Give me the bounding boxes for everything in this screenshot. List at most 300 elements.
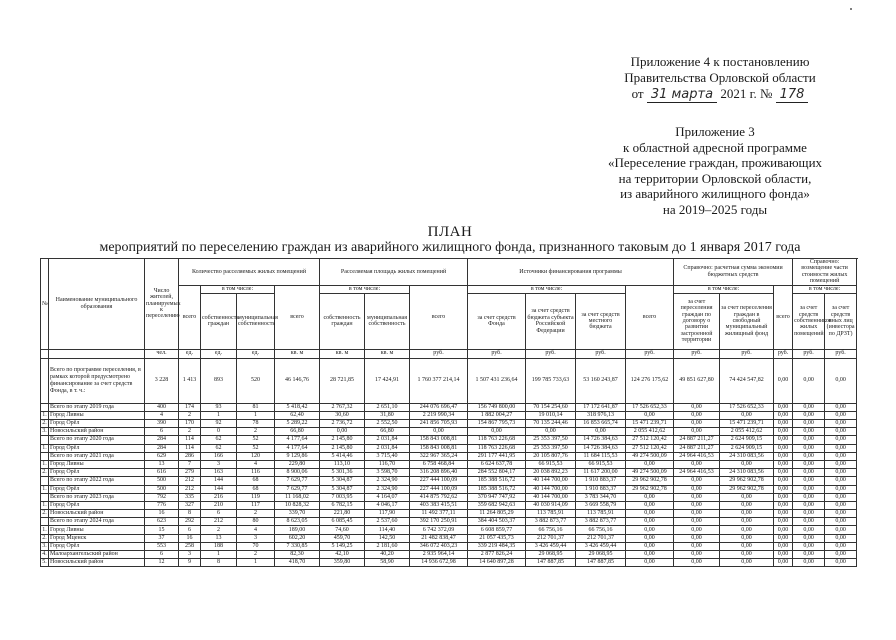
- row-value-cell: 0,00: [674, 403, 720, 411]
- plan-table-body: [41, 349, 857, 567]
- annex-program-line5: из аварийного жилищного фонда»: [620, 186, 810, 201]
- row-value-cell: 291 177 441,95: [468, 452, 526, 460]
- row-value-cell: 0,00: [825, 452, 857, 460]
- row-value-cell: 29 962 902,78: [720, 477, 774, 485]
- row-value-cell: 17 172 641,87: [576, 403, 626, 411]
- row-value-cell: 2: [237, 428, 275, 436]
- row-municipality-name: Новосильский район: [49, 510, 145, 518]
- row-value-cell: 170: [179, 420, 201, 428]
- table-row: [41, 485, 857, 493]
- row-value-cell: 0,00: [774, 518, 793, 526]
- row-value-cell: 117,90: [365, 510, 410, 518]
- row-value-cell: 400: [145, 403, 179, 411]
- row-value-cell: 37: [145, 534, 179, 542]
- row-municipality-name: Всего по этапу 2023 года: [49, 493, 145, 501]
- row-value-cell: 70 135 244,46: [526, 420, 576, 428]
- row-value-cell: 0,00: [674, 551, 720, 559]
- row-value-cell: 158 843 008,81: [410, 444, 468, 452]
- row-value-cell: 0,00: [674, 510, 720, 518]
- row-value-cell: 29 962 902,78: [626, 485, 674, 493]
- row-value-cell: 1 413: [179, 358, 201, 403]
- row-value-cell: 0,00: [774, 469, 793, 477]
- row-value-cell: 216: [201, 493, 237, 501]
- unit-cell: чел.: [145, 349, 179, 358]
- row-value-cell: 0,00: [793, 428, 825, 436]
- row-value-cell: 0,00: [720, 551, 774, 559]
- row-value-cell: 6 085,45: [320, 518, 365, 526]
- row-number: 1.: [42, 411, 47, 418]
- row-value-cell: 0,00: [825, 493, 857, 501]
- row-value-cell: 0,00: [793, 493, 825, 501]
- row-municipality-name: Новосильский район: [49, 428, 145, 436]
- row-value-cell: 1: [201, 551, 237, 559]
- plan-table-wrapper: [40, 258, 856, 567]
- row-value-cell: 0,00: [793, 436, 825, 444]
- row-municipality-name: Город Орёл: [49, 542, 145, 550]
- row-value-cell: 0,00: [793, 411, 825, 419]
- row-value-cell: 1: [201, 411, 237, 419]
- header-econ-incl: в том числе:: [674, 285, 774, 293]
- row-number: [41, 493, 49, 501]
- unit-cell: кв. м: [320, 349, 365, 358]
- row-value-cell: 0,00: [576, 428, 626, 436]
- row-value-cell: 776: [145, 501, 179, 509]
- row-value-cell: 0,00: [774, 452, 793, 460]
- row-value-cell: 8 623,05: [275, 518, 320, 526]
- annex-program-line1: Приложение 3: [675, 124, 755, 139]
- row-value-cell: 339,70: [275, 510, 320, 518]
- row-value-cell: 70: [237, 542, 275, 550]
- row-value-cell: 893: [201, 358, 237, 403]
- annex-program-line2: к областной адресной программе: [623, 139, 807, 155]
- annex-resolution-line1: Приложение 4 к постановлению: [630, 54, 810, 69]
- row-value-cell: 116: [237, 469, 275, 477]
- header-comp-owners: за счет средств собственников жилых помещений: [793, 293, 825, 349]
- row-value-cell: 0,00: [674, 501, 720, 509]
- date-prefix: от: [631, 86, 644, 101]
- row-value-cell: 62,40: [275, 411, 320, 419]
- row-value-cell: 117: [237, 501, 275, 509]
- row-value-cell: 66 756,16: [526, 526, 576, 534]
- date-suffix: 2021 г. №: [720, 86, 773, 101]
- row-value-cell: 0,00: [774, 436, 793, 444]
- row-value-cell: 199 785 733,63: [526, 358, 576, 403]
- row-value-cell: 0,00: [410, 428, 468, 436]
- row-value-cell: 370 947 747,92: [468, 493, 526, 501]
- row-value-cell: 19 010,14: [526, 411, 576, 419]
- row-value-cell: 602,20: [275, 534, 320, 542]
- plan-title-line1: ПЛАН: [427, 224, 473, 240]
- scan-speck: [850, 8, 852, 10]
- row-value-cell: 154 867 795,73: [468, 420, 526, 428]
- row-value-cell: 0,00: [825, 477, 857, 485]
- row-value-cell: 4 177,64: [275, 444, 320, 452]
- annex-program-line6: на 2019–2025 годы: [662, 201, 768, 217]
- header-finance-group: Источники финансирования программы: [468, 259, 674, 286]
- table-row: [41, 518, 857, 526]
- row-value-cell: 0,00: [825, 411, 857, 419]
- row-value-cell: 316 208 896,40: [410, 469, 468, 477]
- row-value-cell: 2 767,32: [320, 403, 365, 411]
- row-value-cell: 113,10: [320, 460, 365, 468]
- row-value-cell: 2 145,80: [320, 444, 365, 452]
- row-number: 1.: [42, 526, 47, 533]
- row-value-cell: 459,70: [320, 534, 365, 542]
- row-value-cell: 279: [179, 469, 201, 477]
- row-value-cell: 0,00: [825, 510, 857, 518]
- row-value-cell: 0,00: [774, 460, 793, 468]
- unit-cell: руб.: [720, 349, 774, 358]
- row-value-cell: 0,00: [793, 444, 825, 452]
- row-value-cell: 156 749 800,00: [468, 403, 526, 411]
- row-value-cell: 29 962 902,78: [626, 477, 674, 485]
- handwritten-date: 31 марта: [647, 88, 717, 103]
- row-value-cell: 0,00: [626, 493, 674, 501]
- row-value-cell: 0,00: [774, 551, 793, 559]
- row-value-cell: 0,00: [793, 460, 825, 468]
- row-value-cell: 418,70: [275, 559, 320, 567]
- row-value-cell: 0,00: [793, 420, 825, 428]
- row-value-cell: 5 289,22: [275, 420, 320, 428]
- row-value-cell: 68: [237, 477, 275, 485]
- row-value-cell: 0,00: [793, 469, 825, 477]
- row-value-cell: 4: [237, 526, 275, 534]
- row-value-cell: 66,80: [365, 428, 410, 436]
- row-value-cell: 147 887,85: [576, 559, 626, 567]
- header-area-incl: в том числе:: [320, 285, 410, 293]
- row-value-cell: 339 219 484,35: [468, 542, 526, 550]
- row-value-cell: 113 785,91: [576, 510, 626, 518]
- row-value-cell: 6 624 637,78: [468, 460, 526, 468]
- row-value-cell: 46 146,76: [275, 358, 320, 403]
- unit-cell: руб.: [774, 349, 793, 358]
- row-value-cell: 0,00: [674, 428, 720, 436]
- unit-cell: руб.: [793, 349, 825, 358]
- row-value-cell: 1 882 004,27: [468, 411, 526, 419]
- row-value-cell: 2 031,84: [365, 436, 410, 444]
- row-value-cell: 6 758 468,84: [410, 460, 468, 468]
- row-municipality-name: Город Ливны: [49, 526, 145, 534]
- row-value-cell: 2 219 990,34: [410, 411, 468, 419]
- row-value-cell: 2 624 909,15: [720, 444, 774, 452]
- row-value-cell: 0,00: [774, 420, 793, 428]
- row-value-cell: 66 756,16: [576, 526, 626, 534]
- row-value-cell: 16: [145, 510, 179, 518]
- row-value-cell: 212: [201, 518, 237, 526]
- row-value-cell: 10 828,32: [275, 501, 320, 509]
- row-value-cell: 8: [179, 510, 201, 518]
- row-value-cell: 0,00: [674, 493, 720, 501]
- row-value-cell: 227 444 100,09: [410, 477, 468, 485]
- row-number: 1.: [42, 461, 47, 468]
- table-row: [41, 501, 857, 509]
- row-value-cell: 8: [201, 559, 237, 567]
- row-municipality-name: Город Орёл: [49, 420, 145, 428]
- plan-table-header: [41, 259, 857, 350]
- unit-cell: кв. м: [365, 349, 410, 358]
- row-value-cell: 62: [201, 444, 237, 452]
- row-value-cell: 335: [179, 493, 201, 501]
- header-comp-other: за счет средств иных лиц (инвестора по ДРЗТ): [825, 293, 857, 349]
- row-value-cell: 5 304,87: [320, 485, 365, 493]
- row-value-cell: 5 418,42: [275, 403, 320, 411]
- row-municipality-name: Город Орёл: [49, 469, 145, 477]
- row-value-cell: 118 763 226,68: [468, 444, 526, 452]
- row-value-cell: 0,00: [720, 510, 774, 518]
- row-value-cell: 16 853 665,74: [576, 420, 626, 428]
- header-residents: Число жителей, планируемых к переселению: [145, 259, 179, 350]
- row-number: 1.: [42, 444, 47, 451]
- row-value-cell: 7 629,77: [275, 485, 320, 493]
- row-number: [41, 403, 49, 411]
- header-num: №: [41, 259, 49, 350]
- handwritten-number: 178: [776, 88, 809, 103]
- row-value-cell: 74,60: [320, 526, 365, 534]
- header-finance-incl: в том числе:: [468, 285, 626, 293]
- header-area-municipal: муниципальная собственность: [365, 293, 410, 349]
- row-value-cell: 0,00: [793, 485, 825, 493]
- row-value-cell: 163: [201, 469, 237, 477]
- row-value-cell: 0,00: [774, 477, 793, 485]
- row-value-cell: 17 424,91: [365, 358, 410, 403]
- row-value-cell: 11 684 115,53: [576, 452, 626, 460]
- row-value-cell: 2: [237, 551, 275, 559]
- units-row: [41, 349, 857, 358]
- plan-title: [60, 224, 840, 256]
- row-value-cell: 6: [145, 428, 179, 436]
- table-row: [41, 551, 857, 559]
- row-value-cell: 81: [237, 403, 275, 411]
- row-value-cell: 0,00: [793, 534, 825, 542]
- row-value-cell: 0,00: [825, 469, 857, 477]
- row-value-cell: 0,00: [626, 510, 674, 518]
- row-value-cell: 24 964 416,53: [674, 452, 720, 460]
- row-value-cell: 166: [201, 452, 237, 460]
- row-value-cell: 11 617 200,00: [576, 469, 626, 477]
- row-value-cell: 0,00: [774, 559, 793, 567]
- header-premises-total: всего: [179, 285, 201, 349]
- row-value-cell: 0,00: [825, 551, 857, 559]
- row-value-cell: 0,00: [825, 444, 857, 452]
- unit-cell: ед.: [201, 349, 237, 358]
- row-value-cell: 20 038 892,23: [526, 469, 576, 477]
- plan-table: [40, 258, 857, 567]
- row-value-cell: 0,00: [626, 542, 674, 550]
- row-value-cell: 147 887,85: [526, 559, 576, 567]
- row-number: 2.: [42, 469, 47, 476]
- row-value-cell: 3: [237, 534, 275, 542]
- row-value-cell: 2 055 412,62: [720, 428, 774, 436]
- row-value-cell: 392 170 250,91: [410, 518, 468, 526]
- annex-program-block: [580, 124, 850, 217]
- row-value-cell: 792: [145, 493, 179, 501]
- row-value-cell: 0,00: [793, 518, 825, 526]
- header-comp-incl: в том числе:: [793, 285, 857, 293]
- row-value-cell: 52: [237, 436, 275, 444]
- row-value-cell: 40 030 914,09: [526, 501, 576, 509]
- row-value-cell: 359,80: [320, 559, 365, 567]
- row-value-cell: 5 304,87: [320, 477, 365, 485]
- row-value-cell: 0,00: [825, 460, 857, 468]
- row-number: 4.: [42, 551, 47, 558]
- header-area-total: всего: [275, 285, 320, 349]
- row-value-cell: 7: [179, 460, 201, 468]
- row-value-cell: 318 976,13: [576, 411, 626, 419]
- row-value-cell: 0,00: [626, 411, 674, 419]
- row-value-cell: 1 910 883,37: [576, 485, 626, 493]
- row-value-cell: 3 228: [145, 358, 179, 403]
- row-value-cell: 2 055 412,62: [626, 428, 674, 436]
- row-value-cell: 21 482 838,47: [410, 534, 468, 542]
- row-value-cell: 0,00: [674, 477, 720, 485]
- row-value-cell: 17 526 652,33: [720, 403, 774, 411]
- row-value-cell: 212: [179, 477, 201, 485]
- row-value-cell: 0,00: [674, 534, 720, 542]
- row-value-cell: 188: [201, 542, 237, 550]
- row-value-cell: 74 424 547,82: [720, 358, 774, 403]
- row-value-cell: 0,00: [793, 452, 825, 460]
- row-value-cell: 2 537,60: [365, 518, 410, 526]
- row-value-cell: 15 471 239,71: [626, 420, 674, 428]
- row-value-cell: 31,80: [365, 411, 410, 419]
- row-value-cell: 0,00: [720, 493, 774, 501]
- table-row: [41, 493, 857, 501]
- row-value-cell: 142,50: [365, 534, 410, 542]
- row-value-cell: 52: [237, 444, 275, 452]
- row-value-cell: 2 324,90: [365, 477, 410, 485]
- row-value-cell: 0,00: [825, 526, 857, 534]
- row-value-cell: 629: [145, 452, 179, 460]
- row-value-cell: 390: [145, 420, 179, 428]
- row-value-cell: 0,00: [825, 534, 857, 542]
- row-value-cell: 3 598,70: [365, 469, 410, 477]
- table-row: [41, 452, 857, 460]
- unit-cell: руб.: [576, 349, 626, 358]
- row-value-cell: 0,00: [825, 559, 857, 567]
- row-value-cell: 7 003,95: [320, 493, 365, 501]
- row-value-cell: 0,00: [825, 403, 857, 411]
- row-value-cell: 120: [237, 452, 275, 460]
- row-number: [41, 477, 49, 485]
- row-municipality-name: Всего по программе переселения, в рамках которой предусмотрено финансирование за счет средств Фонда, в т. ч.:: [49, 358, 145, 403]
- row-value-cell: 25 353 397,50: [526, 436, 576, 444]
- row-value-cell: 284: [145, 444, 179, 452]
- row-value-cell: 29 068,95: [576, 551, 626, 559]
- row-value-cell: 116,70: [365, 460, 410, 468]
- table-row: [41, 542, 857, 550]
- row-value-cell: 0,00: [626, 534, 674, 542]
- row-value-cell: 62: [201, 436, 237, 444]
- row-value-cell: 0,00: [825, 420, 857, 428]
- row-value-cell: 40 144 700,00: [526, 485, 576, 493]
- row-value-cell: 0,00: [468, 428, 526, 436]
- row-value-cell: 27 512 120,42: [626, 436, 674, 444]
- table-row: [41, 403, 857, 411]
- header-name: Наименование муниципального образования: [49, 259, 145, 350]
- row-municipality-name: Город Ливны: [49, 460, 145, 468]
- row-value-cell: 0,00: [720, 411, 774, 419]
- row-value-cell: 500: [145, 477, 179, 485]
- row-value-cell: 500: [145, 485, 179, 493]
- unit-cell: руб.: [526, 349, 576, 358]
- row-value-cell: 68: [237, 485, 275, 493]
- row-value-cell: 3 426 459,44: [576, 542, 626, 550]
- row-number: 3.: [42, 428, 47, 435]
- row-value-cell: 229,80: [275, 460, 320, 468]
- header-premises-municipal: муниципальная собственность: [237, 293, 275, 349]
- row-value-cell: 0,00: [793, 477, 825, 485]
- table-row: [41, 469, 857, 477]
- row-municipality-name: Город Мценск: [49, 534, 145, 542]
- row-value-cell: 0,00: [793, 542, 825, 550]
- units-spacer-name: [49, 349, 145, 358]
- row-value-cell: 93: [201, 403, 237, 411]
- row-value-cell: 5 301,36: [320, 469, 365, 477]
- header-ref-econ-group: Справочно: расчетная сумма экономии бюджетных средств: [674, 259, 793, 286]
- row-value-cell: 144: [201, 485, 237, 493]
- row-value-cell: 0,00: [774, 526, 793, 534]
- row-number: [41, 452, 49, 460]
- row-value-cell: 15: [145, 526, 179, 534]
- table-row: [41, 436, 857, 444]
- row-value-cell: 5 414,46: [320, 452, 365, 460]
- row-value-cell: 327: [179, 501, 201, 509]
- row-value-cell: 1: [237, 559, 275, 567]
- row-value-cell: 403 383 415,51: [410, 501, 468, 509]
- row-value-cell: 3 426 459,44: [526, 542, 576, 550]
- row-value-cell: 2: [237, 510, 275, 518]
- row-value-cell: 616: [145, 469, 179, 477]
- header-subject-budget: за счет средств бюджета субъекта Российской Федерации: [526, 293, 576, 349]
- row-number: [41, 518, 49, 526]
- row-value-cell: 3: [201, 460, 237, 468]
- row-value-cell: 212 701,37: [526, 534, 576, 542]
- row-value-cell: 2 651,10: [365, 403, 410, 411]
- row-value-cell: 0,00: [626, 526, 674, 534]
- header-econ-total: всего: [626, 285, 674, 349]
- row-value-cell: 113 785,91: [526, 510, 576, 518]
- table-row: [41, 460, 857, 468]
- row-value-cell: 359 682 942,63: [468, 501, 526, 509]
- row-value-cell: 0,00: [720, 559, 774, 567]
- row-value-cell: 0,00: [720, 534, 774, 542]
- row-municipality-name: Всего по этапу 2021 года: [49, 452, 145, 460]
- row-value-cell: 3 882 873,77: [576, 518, 626, 526]
- row-value-cell: 6 782,15: [320, 501, 365, 509]
- row-value-cell: 0,00: [674, 526, 720, 534]
- row-value-cell: 9 129,86: [275, 452, 320, 460]
- table-row: [41, 428, 857, 436]
- row-value-cell: 144: [201, 477, 237, 485]
- row-value-cell: 13: [145, 460, 179, 468]
- row-value-cell: 114: [179, 444, 201, 452]
- row-municipality-name: Всего по этапу 2024 года: [49, 518, 145, 526]
- row-value-cell: 384 404 503,37: [468, 518, 526, 526]
- row-value-cell: 49 274 500,09: [626, 469, 674, 477]
- row-value-cell: 6: [145, 551, 179, 559]
- row-value-cell: 11 492 377,11: [410, 510, 468, 518]
- unit-cell: ед.: [237, 349, 275, 358]
- row-value-cell: 80: [237, 518, 275, 526]
- row-value-cell: 11 264 805,29: [468, 510, 526, 518]
- row-value-cell: 1 760 377 214,14: [410, 358, 468, 403]
- row-value-cell: 2 324,90: [365, 485, 410, 493]
- row-value-cell: 0,00: [825, 542, 857, 550]
- row-value-cell: 0,00: [774, 411, 793, 419]
- row-value-cell: 0,00: [626, 501, 674, 509]
- row-value-cell: 286: [179, 452, 201, 460]
- row-value-cell: 241 856 705,93: [410, 420, 468, 428]
